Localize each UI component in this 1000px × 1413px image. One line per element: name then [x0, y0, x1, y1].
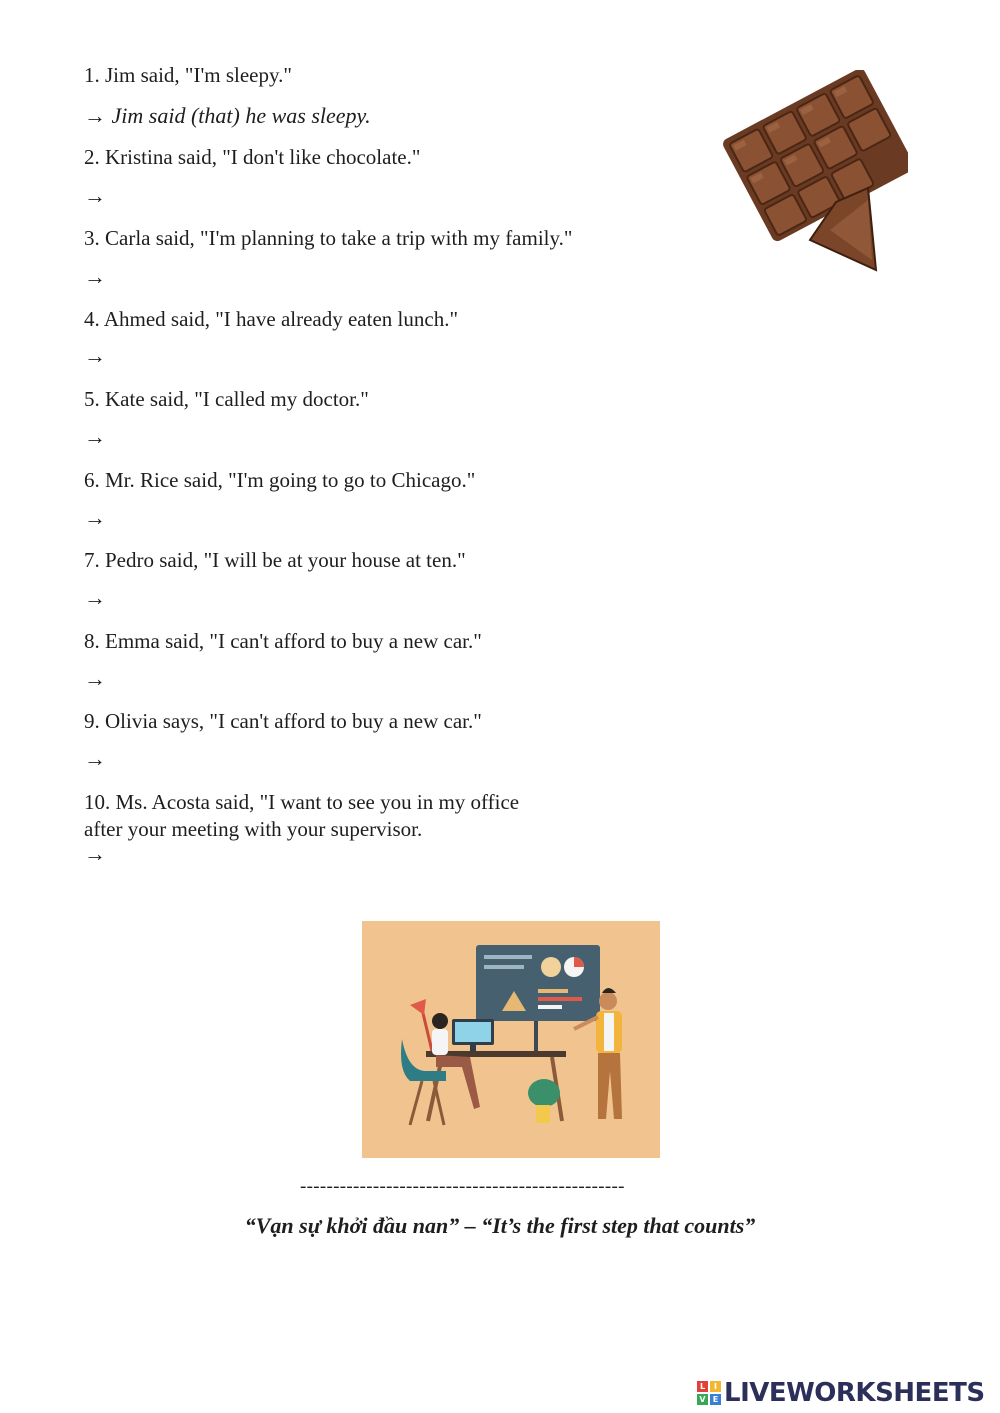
question-4: 4. Ahmed said, "I have already eaten lunch."	[84, 307, 459, 331]
example-answer	[84, 103, 371, 129]
divider-line: -------------------------------------------------	[300, 1176, 625, 1197]
question-7: 7. Pedro said, "I will be at your house at ten."	[84, 548, 466, 572]
logo-letter-i: I	[710, 1381, 721, 1392]
answer-arrow-8: →	[84, 666, 106, 691]
brand-name: LIVEWORKSHEETS	[724, 1378, 985, 1408]
answer-arrow-7: →	[84, 585, 106, 610]
office-meeting-image	[362, 921, 660, 1158]
logo-letter-e: E	[710, 1394, 721, 1405]
question-10-line-1: 10. Ms. Acosta said, "I want to see you in my office	[84, 790, 520, 814]
chocolate-image	[718, 70, 908, 280]
logo-letter-v: V	[697, 1394, 708, 1405]
logo-letter-l: L	[697, 1381, 708, 1392]
question-6: 6. Mr. Rice said, "I'm going to go to Chicago."	[84, 468, 476, 492]
example-answer-text: Jim said (that) he was sleepy.	[111, 103, 371, 128]
liveworksheets-icon	[697, 1381, 721, 1405]
answer-arrow-9: →	[84, 746, 106, 771]
answer-arrow-5: →	[84, 424, 106, 449]
answer-arrow-6: →	[84, 505, 106, 530]
question-9: 9. Olivia says, "I can't afford to buy a new car."	[84, 709, 482, 733]
answer-arrow-3: →	[84, 264, 106, 289]
answer-arrow-10: →	[84, 841, 106, 866]
question-1: 1. Jim said, "I'm sleepy."	[84, 63, 292, 87]
question-2: 2. Kristina said, "I don't like chocolate."	[84, 145, 421, 169]
question-8: 8. Emma said, "I can't afford to buy a new car."	[84, 629, 482, 653]
question-5: 5. Kate said, "I called my doctor."	[84, 387, 369, 411]
question-10-line-2: after your meeting with your supervisor.	[84, 817, 423, 841]
question-3: 3. Carla said, "I'm planning to take a trip with my family."	[84, 226, 573, 250]
motto-quote: “Vạn sự khởi đầu nan” – “It’s the first step that counts”	[244, 1213, 756, 1238]
answer-arrow-4: →	[84, 343, 106, 368]
arrow-icon: →	[84, 103, 106, 128]
answer-arrow-2: →	[84, 183, 106, 208]
liveworksheets-logo[interactable]	[697, 1376, 985, 1410]
